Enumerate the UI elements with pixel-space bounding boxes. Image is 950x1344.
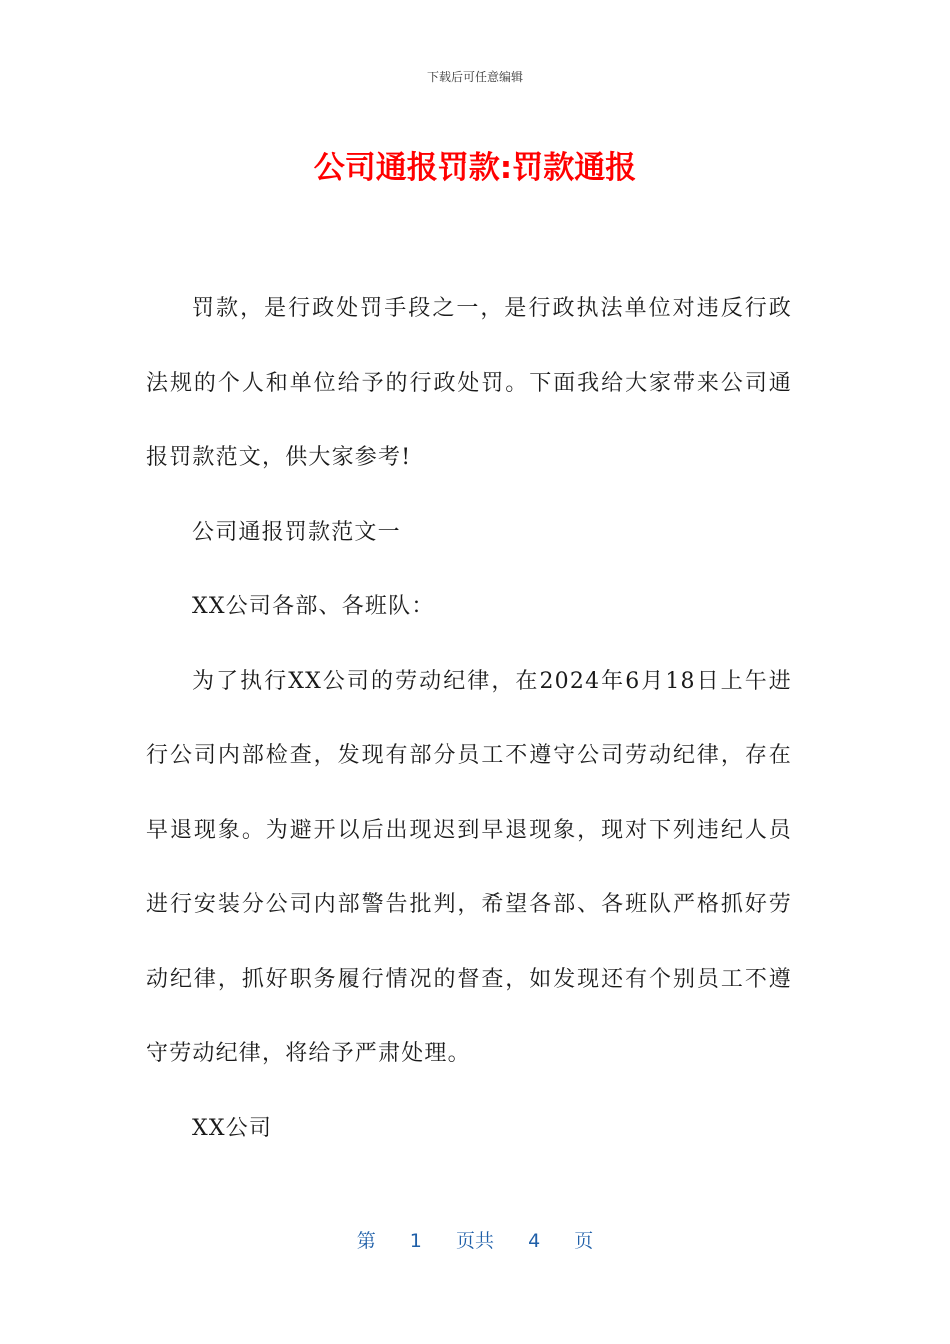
document-body bbox=[146, 272, 792, 1166]
paragraph-notice-body: 为了执行XX公司的劳动纪律，在2024年6月18日上午进行公司内部检查，发现有部分员工不遵守公司劳动纪律，存在早退现象。为避开以后出现迟到早退现象，现对下列违纪人员进行安装分公司内部警告批判，希望各部、各班队严格抓好劳动纪律，抓好职务履行情况的督查，如发现还有个别员工不遵守劳动纪律，将给予严肃处理。 bbox=[146, 668, 792, 1066]
page-total: 4 bbox=[528, 1230, 541, 1252]
paragraph-intro: 罚款，是行政处罚手段之一，是行政执法单位对违反行政法规的个人和单位给予的行政处罚。下面我给大家带来公司通报罚款范文，供大家参考! bbox=[146, 296, 792, 470]
paragraph-sample-heading: 公司通报罚款范文一 bbox=[192, 519, 401, 545]
header-note: 下载后可任意编辑 bbox=[426, 70, 523, 84]
page-current: 1 bbox=[409, 1230, 422, 1252]
page-suffix: 页 bbox=[574, 1230, 594, 1252]
page-prefix: 第 bbox=[356, 1230, 376, 1252]
document-title: 公司通报罚款:罚款通报 bbox=[313, 150, 637, 186]
paragraph-signature: XX公司 bbox=[192, 1115, 273, 1141]
page-footer bbox=[0, 1226, 950, 1253]
page-mid: 页共 bbox=[455, 1230, 494, 1252]
paragraph-salutation: XX公司各部、各班队： bbox=[192, 594, 435, 619]
